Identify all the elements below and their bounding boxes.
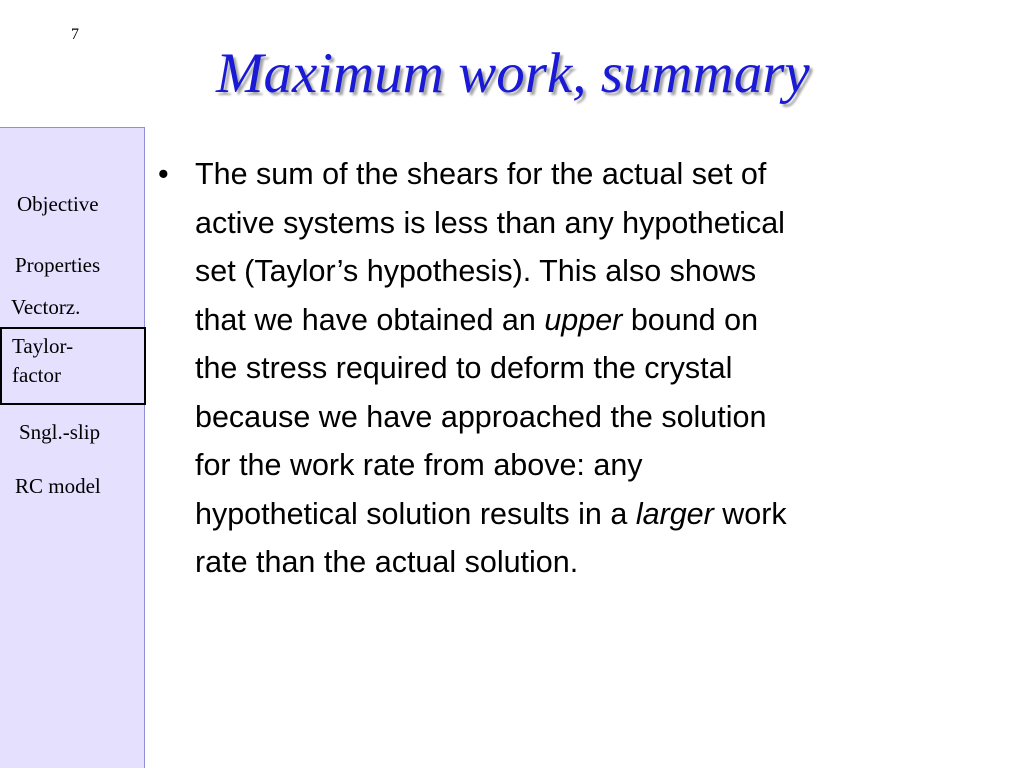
- sidebar-item-taylor-factor-line2: factor: [12, 363, 61, 387]
- sidebar-item-properties[interactable]: Properties: [15, 253, 101, 277]
- bullet-line-7: for the work rate from above: any: [195, 448, 643, 482]
- sidebar-item-taylor-factor-line1: Taylor-: [12, 334, 74, 358]
- bullet-marker: •: [158, 157, 169, 191]
- sidebar-item-taylor-factor[interactable]: [0, 327, 146, 405]
- sidebar-item-objective[interactable]: Objective: [17, 192, 99, 216]
- bullet-line-9: rate than the actual solution.: [195, 545, 579, 579]
- sidebar-item-rc-model[interactable]: RC model: [15, 474, 101, 498]
- bullet-line-4-text-after: bound on: [622, 302, 759, 337]
- sidebar-nav: [0, 127, 145, 768]
- emphasis-upper: upper: [544, 302, 623, 337]
- sidebar-item-vectorz[interactable]: Vectorz.: [11, 295, 81, 319]
- bullet-item: [158, 150, 995, 587]
- bullet-line-3: set (Taylor’s hypothesis). This also shows: [195, 254, 757, 288]
- sidebar-item-single-slip[interactable]: Sngl.-slip: [19, 420, 101, 444]
- bullet-line-2: active systems is less than any hypothetical: [195, 205, 785, 240]
- bullet-line-8: [195, 490, 995, 539]
- emphasis-larger: larger: [635, 496, 714, 531]
- bullet-line-4: [195, 296, 995, 345]
- slide-number: 7: [71, 26, 79, 43]
- bullet-line-4-text-before: that we have obtained an: [195, 302, 545, 337]
- bullet-line-6: because we have approached the solution: [195, 399, 767, 434]
- bullet-line-8-text-after: work: [713, 496, 787, 531]
- bullet-line-1: The sum of the shears for the actual set of: [195, 157, 767, 191]
- slide-title: Maximum work, summary: [216, 42, 810, 105]
- content-bullets: [158, 150, 988, 587]
- bullet-line-8-text-before: hypothetical solution results in a: [195, 496, 636, 531]
- bullet-line-5: the stress required to deform the crystal: [195, 351, 733, 385]
